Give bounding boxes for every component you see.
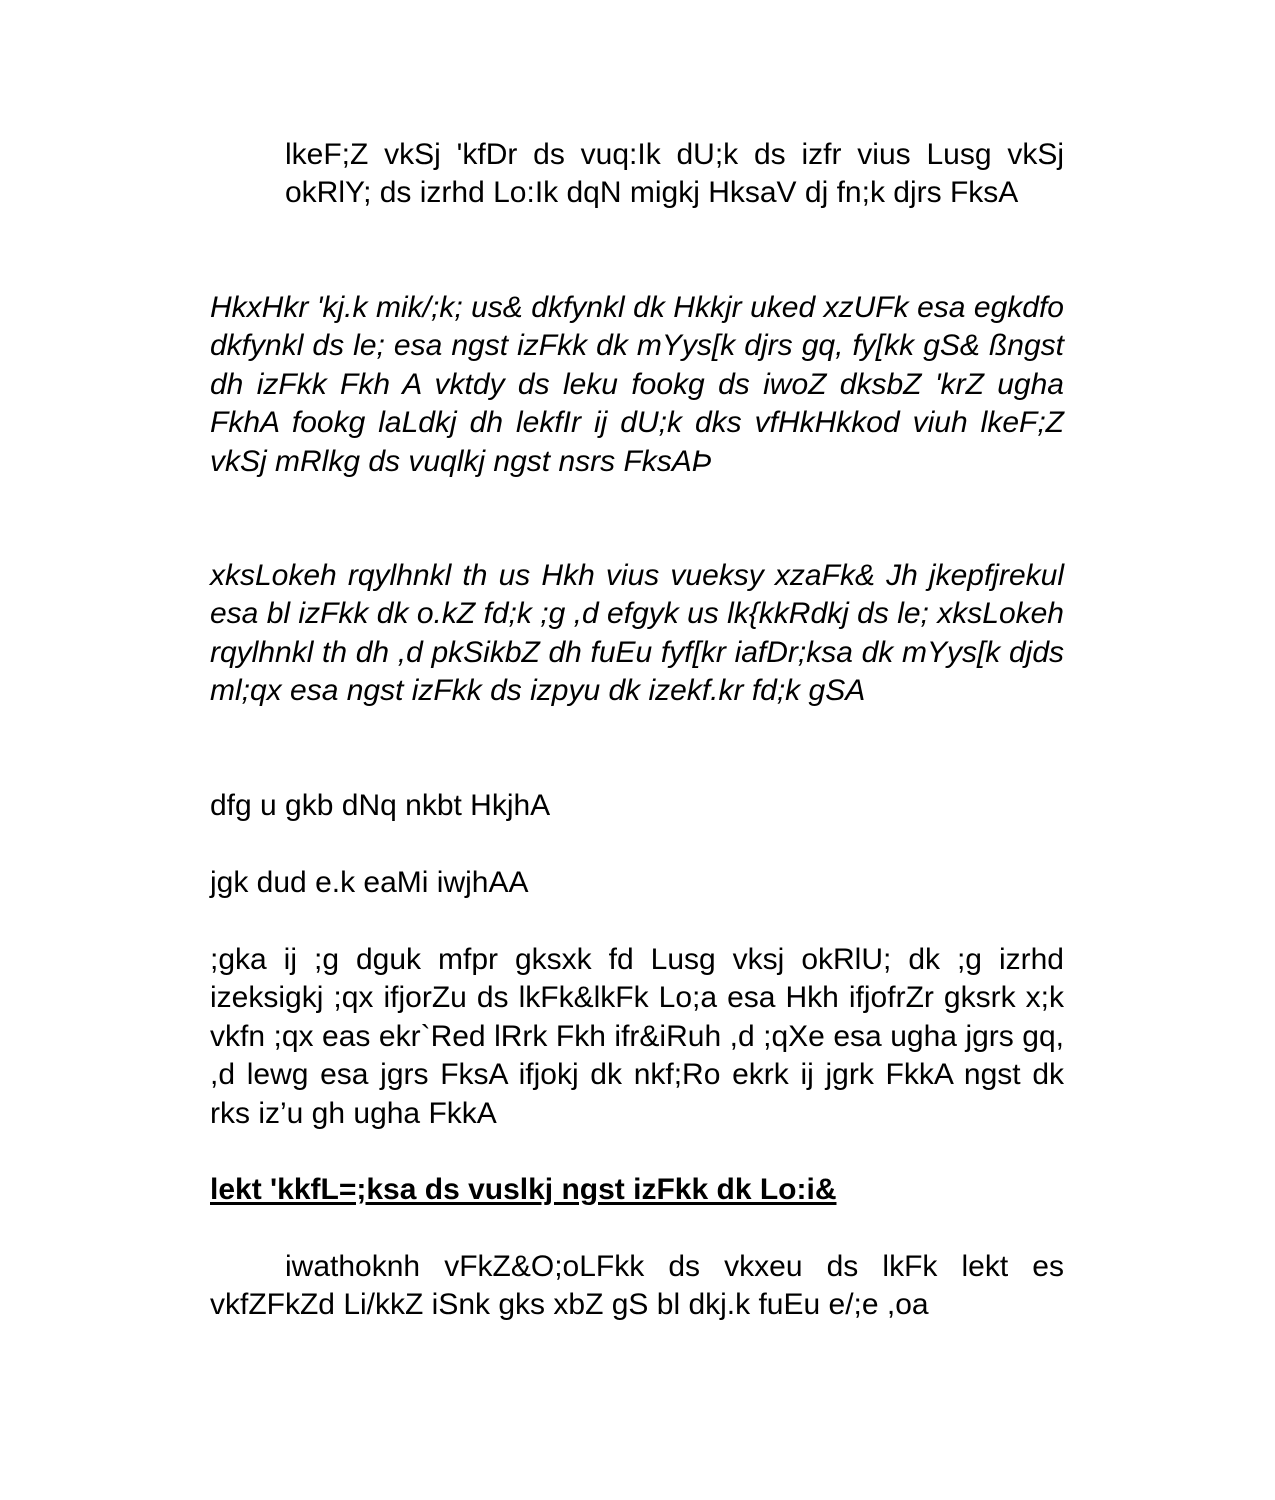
paragraph-intro: lkeF;Z vkSj 'kfDr ds vuq:Ik dU;k ds izfr vius Lusg vkSj okRlY; ds izrhd Lo:Ik dqN migkj HksaV dj fn;k djrs FksA	[285, 138, 1064, 210]
verse-line-2: jgk dud e.k eaMi iwjhAA	[210, 866, 529, 899]
section-heading: lekt 'kkfL=;ksa ds vuslkj ngst izFkk dk Lo:i&	[210, 1173, 837, 1206]
verse-line-1: dfg u gkb dNq nkbt HkjhA	[210, 789, 551, 822]
paragraph-section-body: iwathoknh vFkZ&O;oLFkk ds vkxeu ds lkFk lekt es vkfZFkZd Li/kkZ iSnk gks xbZ gS bl dkj.k fuEu e/;e ,oa	[210, 1250, 1064, 1322]
paragraph-quote-sharan: HkxHkr 'kj.k mik/;k; us& dkfynkl dk Hkkjr uked xzUFk esa egkdfo dkfynkl ds le; esa ngst izFkk dk mYys[k djrs gq, fy[kk gS& ßngst dh izFkk Fkh A vktdy ds leku fookg ds iwoZ dksbZ 'krZ ugha FkhA fookg laLdkj dh lekfIr ij dU;k dks vfHkHkkod viuh lkeF;Z vkSj mRlkg ds vuqlkj ngst nsrs FksAÞ	[210, 291, 1064, 478]
paragraph-yug-parivartan: ;gka ij ;g dguk mfpr gksxk fd Lusg vksj okRlU; dk ;g izrhd izeksigkj ;qx ifjorZu ds lkFk&lkFk Lo;a esa Hkh ifjofrZr gksrk x;k vkfn ;qx eas ekr`Red lRrk Fkh ifr&iRuh ,d ;qXe esa ugha jgrs gq, ,d lewg esa jgrs FksA ifjokj dk nkf;Ro ekrk ij jgrk FkkA ngst dk rks iz’u gh ugha FkkA	[210, 943, 1064, 1130]
paragraph-tulsidas: xksLokeh rqylhnkl th us Hkh vius vueksy xzaFk& Jh jkepfjrekul esa bl izFkk dk o.kZ fd;k ;g ,d efgyk us lk{kkRdkj ds le; xksLokeh rqylhnkl th dh ,d pkSikbZ dh fuEu fyf[kr iafDr;ksa dk mYys[k djds ml;qx esa ngst izFkk ds izpyu dk izekf.kr fd;k gSA	[210, 559, 1064, 708]
